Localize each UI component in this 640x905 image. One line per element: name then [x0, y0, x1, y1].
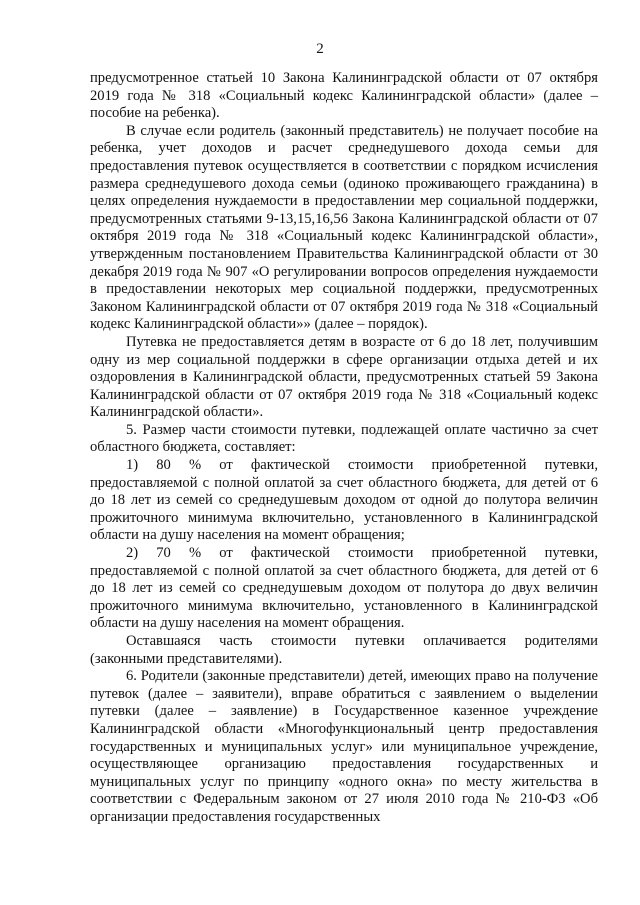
paragraph: 6. Родители (законные представители) детей, имеющих право на получение путевок (далее – заявители), вправе обратиться с заявлением о выделении путевки (далее – заявление) в Государственное казенное учреждение Калининградской области «Многофункциональный центр предоставления государственных и муниципальных услуг» или муниципальное учреждение, осуществляющее организацию предоставления государственных и муниципальных услуг по принципу «одного окна» по месту жительства в соответствии с Федеральным законом от 27 июля 2010 года № 210-ФЗ «Об организации предоставления государственных: [90, 668, 598, 825]
paragraph: В случае если родитель (законный представитель) не получает пособие на ребенка, учет доходов и расчет среднедушевого дохода семьи для предоставления путевок осуществляется в соответствии с порядком исчисления размера среднедушевого дохода семьи (одиноко проживающего гражданина) в целях определения нуждаемости в предоставлении мер социальной поддержки, предусмотренных статьями 9-13,15,16,56 Закона Калининградской области от 07 октября 2019 года № 318 «Социальный кодекс Калининградской области», утвержденным постановлением Правительства Калининградской области от 30 декабря 2019 года № 907 «О регулировании вопросов определения нуждаемости в предоставлении некоторых мер социальной поддержки, предусмотренных Законом Калининградской области от 07 октября 2019 года № 318 «Социальный кодекс Калининградской области»» (далее – порядок).: [90, 122, 598, 333]
document-body: [90, 70, 598, 827]
paragraph: 2) 70 % от фактической стоимости приобретенной путевки, предоставляемой с полной оплатой за счет областного бюджета, для детей от 6 до 18 лет из семей со среднедушевым доходом от полутора до двух величин прожиточного минимума включительно, установленного в Калининградской области на душу населения на момент обращения.: [90, 545, 598, 632]
paragraph: 1) 80 % от фактической стоимости приобретенной путевки, предоставляемой с полной оплатой за счет областного бюджета, для детей от 6 до 18 лет из семей со среднедушевым доходом от одной до полутора величин прожиточного минимума включительно, установленного в Калининградской области на душу населения на момент обращения;: [90, 457, 598, 544]
paragraph: 5. Размер части стоимости путевки, подлежащей оплате частично за счет областного бюджета, составляет:: [90, 421, 598, 456]
page-number: 2: [316, 41, 324, 57]
paragraph: Оставшаяся часть стоимости путевки оплачивается родителями (законными представителями).: [90, 633, 598, 667]
paragraph: Путевка не предоставляется детям в возрасте от 6 до 18 лет, получившим одну из мер социальной поддержки в сфере организации отдыха детей и их оздоровления в Калининградской области, предусмотренных статьей 59 Закона Калининградской области от 07 октября 2019 года № 318 «Социальный кодекс Калининградской области».: [90, 333, 598, 421]
paragraph: предусмотренное статьей 10 Закона Калининградской области от 07 октября 2019 года № 318 «Социальный кодекс Калининградской области» (далее – пособие на ребенка).: [90, 70, 598, 122]
